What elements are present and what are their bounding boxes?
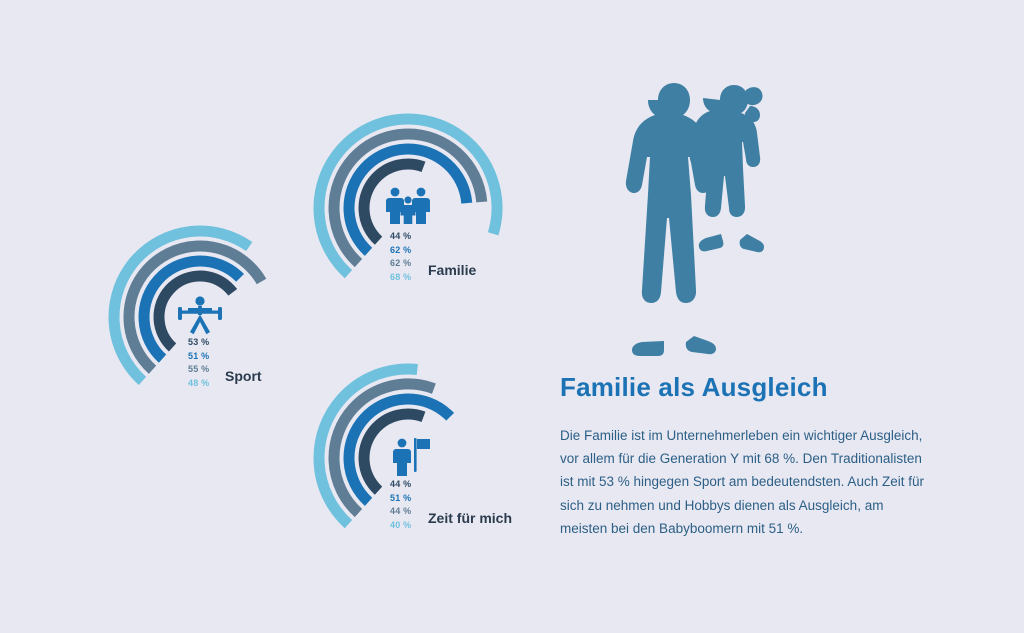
legend-value-gen-x: 55 % [188,364,210,375]
legend-value-babyboomer: 62 % [390,244,412,255]
legend-value-gen-y: 68 % [390,272,412,283]
gauge-zeit-fuer-mich [310,360,513,556]
legend-value-gen-x: 44 % [390,506,412,517]
father-lifting-child-silhouette [600,60,780,360]
gauge-sport-legend [188,336,209,391]
legend-value-gesamt: 44 % [390,479,412,489]
legend-value-babyboomer: 51 % [188,350,210,361]
legend-value-gen-x: 62 % [390,258,412,269]
gauge-sport-label: Sport [225,368,262,384]
gauge-sport [105,222,295,412]
legend-value-gesamt: 53 % [188,337,210,347]
family-icon [386,188,430,224]
gauge-familie-legend [390,230,411,285]
person-flag-icon [393,438,430,476]
gauge-zeit-legend [390,478,411,533]
weightlifter-icon [178,296,222,334]
article-body: Die Familie ist im Unternehmerleben ein wichtiger Ausgleich, vor allem für die Generation Y mit 68 %. Den Traditionalisten ist mit 53 % hingegen Sport am bedeutendsten. Auch Zeit für sich zu nehmen und Hobbys dienen als Ausgleich, am meisten bei den Babyboomern mit 51 %. [560,428,924,536]
gauge-familie [310,110,506,306]
legend-value-gesamt: 44 % [390,231,412,241]
legend-value-gen-y: 40 % [390,520,412,531]
page-title: Familie als Ausgleich [560,372,828,402]
legend-value-babyboomer: 51 % [390,492,412,503]
gauge-familie-label: Familie [428,262,477,278]
legend-value-gen-y: 48 % [188,378,210,389]
gauge-zeit-label: Zeit für mich [428,510,513,526]
